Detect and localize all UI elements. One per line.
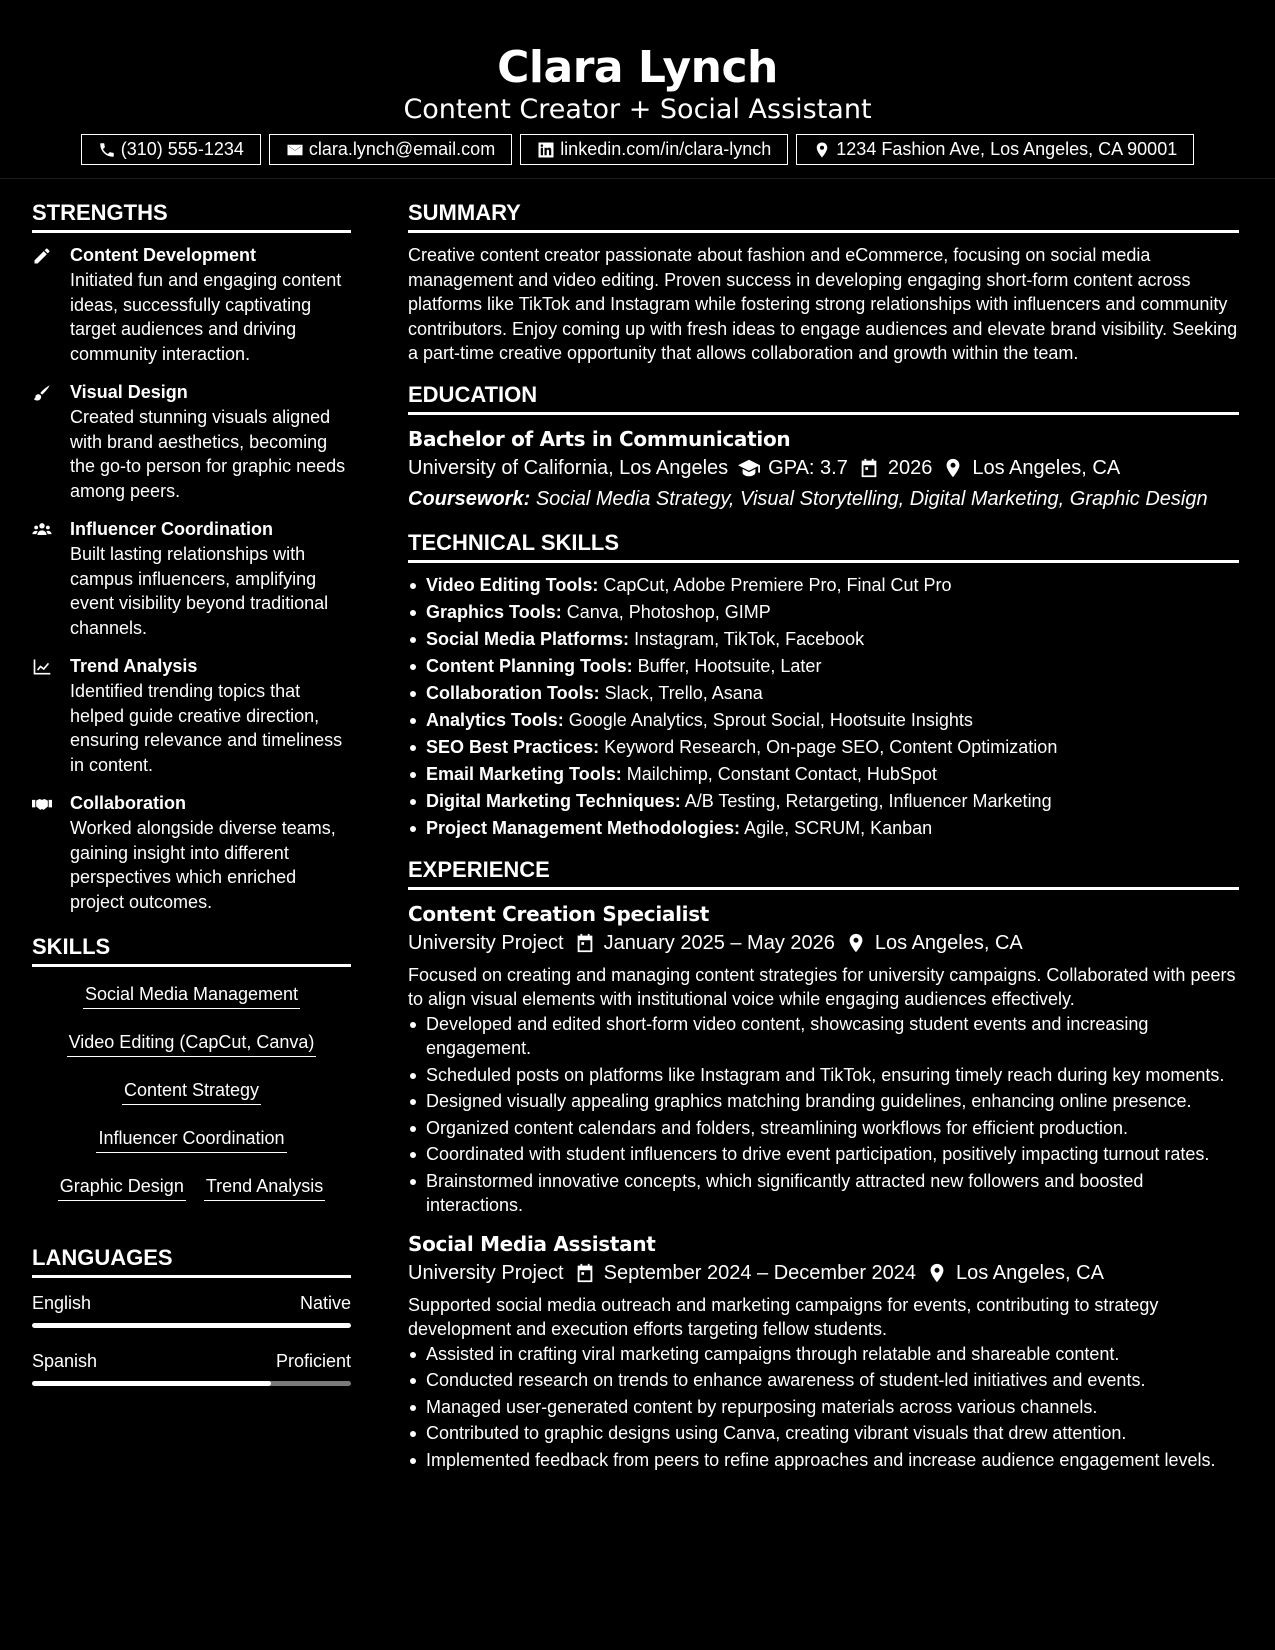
map-pin-icon — [845, 932, 867, 954]
strength-item — [32, 243, 351, 366]
job-org: University Project — [408, 1261, 564, 1284]
language-bar — [32, 1323, 351, 1328]
tech-skill-label: Graphics Tools: — [426, 601, 562, 622]
list-item — [408, 735, 1239, 760]
list-item: Developed and edited short-form video content, showcasing student events and increasing engagement. — [408, 1012, 1239, 1061]
tech-skill-value: Agile, SCRUM, Kanban — [744, 817, 933, 838]
job-location: Los Angeles, CA — [956, 1261, 1104, 1284]
strength-desc: Created stunning visuals aligned with brand aesthetics, becoming the go-to person for graphic needs among peers. — [70, 407, 346, 501]
list-item — [408, 708, 1239, 733]
tech-skill-label: Video Editing Tools: — [426, 574, 599, 595]
contact-address — [796, 134, 1194, 165]
candidate-name: Clara Lynch — [497, 42, 778, 93]
tech-skill-value: Keyword Research, On-page SEO, Content Optimization — [604, 736, 1058, 757]
tech-skill-label: Project Management Methodologies: — [426, 817, 741, 838]
language-name: English — [32, 1293, 92, 1313]
contact-phone-text: (310) 555-1234 — [120, 139, 244, 159]
strength-title: Visual Design — [70, 382, 188, 402]
list-item: Managed user-generated content by repurposing materials across various channels. — [408, 1395, 1239, 1420]
language-item — [32, 1348, 351, 1386]
list-item: Brainstormed innovative concepts, which significantly attracted new followers and boosted interactions. — [408, 1169, 1239, 1218]
list-item — [408, 573, 1239, 598]
tech-skill-value: CapCut, Adobe Premiere Pro, Final Cut Pro — [603, 574, 952, 595]
language-bar-fill — [32, 1381, 271, 1386]
skill-tag: Social Media Management — [83, 981, 300, 1009]
language-bar — [32, 1381, 351, 1386]
list-item — [408, 789, 1239, 814]
tech-skill-value: Mailchimp, Constant Contact, HubSpot — [626, 763, 937, 784]
education-location: Los Angeles, CA — [972, 456, 1121, 479]
skill-tag: Graphic Design — [58, 1173, 186, 1201]
tech-skill-label: Social Media Platforms: — [426, 628, 630, 649]
tech-skill-value: A/B Testing, Retargeting, Influencer Marketing — [684, 790, 1052, 811]
education-meta — [408, 453, 1239, 484]
list-item — [408, 654, 1239, 679]
job-title: Social Media Assistant — [408, 1231, 656, 1256]
contact-address-text: 1234 Fashion Ave, Los Angeles, CA 90001 — [836, 139, 1178, 159]
graduation-year: 2026 — [887, 456, 933, 479]
language-item — [32, 1290, 351, 1328]
chart-line-icon — [32, 657, 52, 677]
coursework — [408, 484, 1239, 514]
coursework-label: Coursework: — [408, 487, 531, 510]
experience-title: EXPERIENCE — [408, 853, 1239, 890]
pencil-icon — [32, 246, 52, 266]
strength-item — [32, 517, 351, 640]
language-name: Spanish — [32, 1351, 98, 1371]
list-item — [408, 816, 1239, 841]
phone-icon — [98, 141, 116, 159]
coursework-list: Social Media Strategy, Visual Storytelling, Digital Marketing, Graphic Design — [535, 487, 1208, 510]
contact-bar — [0, 134, 1275, 165]
job-entry — [408, 1230, 1239, 1473]
gpa: GPA: 3.7 — [768, 456, 848, 479]
list-item: Implemented feedback from peers to refine approaches and increase audience engagement levels. — [408, 1448, 1239, 1473]
contact-linkedin[interactable] — [520, 134, 788, 165]
linkedin-icon — [537, 141, 555, 159]
strengths-title: STRENGTHS — [32, 196, 351, 233]
job-description: Supported social media outreach and marketing campaigns for events, contributing to strategy development and execution efforts targeting fellow students. — [408, 1294, 1159, 1339]
skill-tag: Video Editing (CapCut, Canva) — [67, 1029, 317, 1057]
skills-list — [32, 977, 351, 1219]
technical-skills-title: TECHNICAL SKILLS — [408, 526, 1239, 563]
summary-text: Creative content creator passionate about fashion and eCommerce, focusing on social media management and video editing. Proven success in developing engaging short-form content across platforms like TikTok and Instagram while fostering strong relationships with influencers and community contributors. Enjoy coming up with fresh ideas to engage audiences and elevate brand visibility. Seeking a part-time creative opportunity that allows collaboration and growth within the team. — [408, 245, 1238, 363]
strength-title: Content Development — [70, 245, 257, 265]
tech-skill-value: Slack, Trello, Asana — [604, 682, 763, 703]
handshake-icon — [32, 794, 52, 814]
list-item — [408, 762, 1239, 787]
skill-tag: Content Strategy — [122, 1077, 261, 1105]
school-name: University of California, Los Angeles — [408, 456, 729, 479]
strength-title: Influencer Coordination — [70, 519, 274, 539]
map-pin-icon — [813, 141, 831, 159]
job-meta — [408, 1258, 1239, 1289]
strength-item — [32, 791, 351, 914]
job-title: Content Creation Specialist — [408, 901, 710, 926]
skill-tag: Trend Analysis — [204, 1173, 325, 1201]
tech-skill-label: Content Planning Tools: — [426, 655, 633, 676]
job-entry — [408, 900, 1239, 1218]
right-column — [408, 196, 1239, 1484]
tech-skill-label: SEO Best Practices: — [426, 736, 600, 757]
language-level: Native — [299, 1293, 351, 1313]
degree-title: Bachelor of Arts in Communication — [408, 426, 791, 451]
summary-title: SUMMARY — [408, 196, 1239, 233]
strength-desc: Initiated fun and engaging content ideas, successfully captivating target audiences and driving community interaction. — [70, 270, 342, 364]
list-item: Contributed to graphic designs using Canva, creating vibrant visuals that drew attention. — [408, 1421, 1239, 1446]
tech-skill-label: Analytics Tools: — [426, 709, 564, 730]
list-item — [408, 627, 1239, 652]
contact-email[interactable] — [269, 134, 512, 165]
contact-email-text: clara.lynch@email.com — [308, 139, 496, 159]
resume-header — [0, 0, 1275, 179]
skills-title: SKILLS — [32, 930, 351, 967]
job-location: Los Angeles, CA — [874, 931, 1023, 954]
strength-desc: Built lasting relationships with campus influencers, amplifying event visibility beyond traditional channels. — [70, 544, 329, 638]
job-meta — [408, 928, 1239, 959]
strength-desc: Identified trending topics that helped guide creative direction, ensuring relevance and timeliness in content. — [70, 681, 343, 775]
calendar-icon — [858, 457, 880, 479]
map-pin-icon — [942, 457, 964, 479]
strength-title: Trend Analysis — [70, 656, 198, 676]
tech-skill-label: Digital Marketing Techniques: — [426, 790, 681, 811]
technical-skills-list — [408, 573, 1239, 841]
job-bullets — [408, 1012, 1239, 1218]
language-bar-fill — [32, 1323, 351, 1328]
tech-skill-label: Collaboration Tools: — [426, 682, 600, 703]
list-item — [408, 681, 1239, 706]
skill-tag: Influencer Coordination — [96, 1125, 286, 1153]
job-description: Focused on creating and managing content strategies for university campaigns. Collaborated with peers to align visual elements with institutional voice while engaging audiences effectively. — [408, 964, 1236, 1009]
tech-skill-value: Google Analytics, Sprout Social, Hootsuite Insights — [568, 709, 973, 730]
list-item: Scheduled posts on platforms like Instagram and TikTok, ensuring timely reach during key moments. — [408, 1063, 1239, 1088]
list-item: Designed visually appealing graphics matching branding guidelines, enhancing online presence. — [408, 1089, 1239, 1114]
tech-skill-value: Buffer, Hootsuite, Later — [637, 655, 822, 676]
calendar-icon — [574, 932, 596, 954]
paintbrush-icon — [32, 383, 52, 403]
tech-skill-value: Canva, Photoshop, GIMP — [566, 601, 771, 622]
graduation-cap-icon — [738, 457, 760, 479]
users-icon — [32, 520, 52, 540]
strength-item — [32, 654, 351, 777]
map-pin-icon — [926, 1262, 948, 1284]
tech-skill-label: Email Marketing Tools: — [426, 763, 622, 784]
list-item — [408, 600, 1239, 625]
job-org: University Project — [408, 931, 564, 954]
strength-desc: Worked alongside diverse teams, gaining insight into different perspectives which enriched project outcomes. — [70, 818, 336, 912]
job-dates: September 2024 – December 2024 — [603, 1261, 917, 1284]
candidate-role: Content Creator + Social Assistant — [403, 94, 872, 125]
contact-linkedin-text: linkedin.com/in/clara-lynch — [560, 139, 772, 159]
list-item: Assisted in crafting viral marketing campaigns through relatable and shareable content. — [408, 1342, 1239, 1367]
tech-skill-value: Instagram, TikTok, Facebook — [634, 628, 865, 649]
list-item: Coordinated with student influencers to drive event participation, positively impacting turnout rates. — [408, 1142, 1239, 1167]
languages-title: LANGUAGES — [32, 1241, 351, 1278]
left-column — [32, 196, 351, 1406]
calendar-icon — [574, 1262, 596, 1284]
envelope-icon — [286, 141, 304, 159]
job-bullets — [408, 1342, 1239, 1473]
education-title: EDUCATION — [408, 378, 1239, 415]
contact-phone[interactable] — [81, 134, 261, 165]
language-level: Proficient — [275, 1351, 351, 1371]
strength-title: Collaboration — [70, 793, 186, 813]
strength-item — [32, 380, 351, 503]
list-item: Organized content calendars and folders, streamlining workflows for efficient production. — [408, 1116, 1239, 1141]
list-item: Conducted research on trends to enhance awareness of student-led initiatives and events. — [408, 1368, 1239, 1393]
job-dates: January 2025 – May 2026 — [603, 931, 835, 954]
